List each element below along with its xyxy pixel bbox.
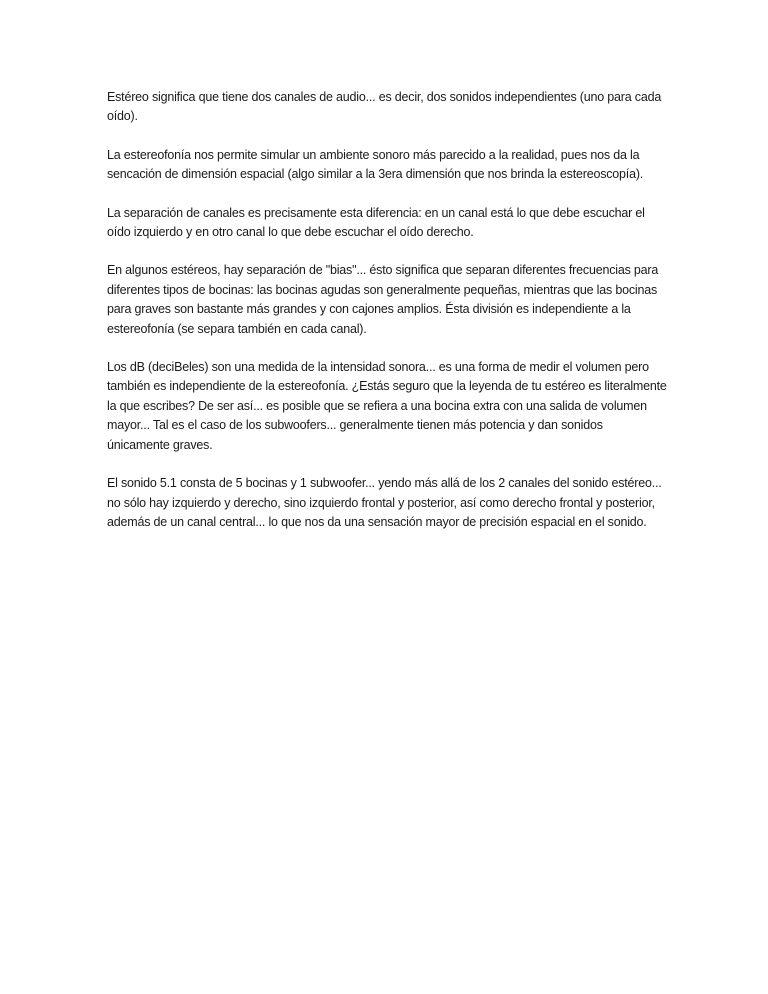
document-body: [107, 88, 667, 551]
paragraph-channel-separation: La separación de canales es precisamente esta diferencia: en un canal está lo que debe escuchar el oído izquierdo y en otro canal lo que debe escuchar el oído derecho.: [107, 205, 645, 240]
paragraph-stereo-definition: Estéreo significa que tiene dos canales de audio... es decir, dos sonidos independientes (uno para cada oído).: [107, 90, 662, 124]
paragraph-surround-5-1: El sonido 5.1 consta de 5 bocinas y 1 subwoofer... yendo más allá de los 2 canales del sonido estéreo... no sólo hay izquierdo y derecho, sino izquierdo frontal y posterior, así como derecho frontal y posterior, además de un canal central... lo que nos da una sensación mayor de precisión espacial en el sonido.: [107, 476, 662, 529]
paragraph-decibels: Los dB (deciBeles) son una medida de la intensidad sonora... es una forma de medir el volumen pero también es independiente de la estereofonía. ¿Estás seguro que la leyenda de tu estéreo es literalmente la que escribes? De ser así... es posible que se refiera a una bocina extra con una salida de volumen mayor... Tal es el caso de los subwoofers... generalmente tienen más potencia y dan sonidos únicamente graves.: [107, 360, 667, 452]
paragraph-bias-separation: En algunos estéreos, hay separación de "bias"... ésto significa que separan diferentes frecuencias para diferentes tipos de bocinas: las bocinas agudas son generalmente pequeñas, mientras que las bocinas para graves son bastante más grandes y con cajones amplios. Ésta división es independiente a la estereofonía (se separa también en cada canal).: [107, 263, 659, 336]
paragraph-stereophony: La estereofonía nos permite simular un ambiente sonoro más parecido a la realidad, pues nos da la sencación de dimensión espacial (algo similar a la 3era dimensión que nos brinda la estereoscopía).: [107, 147, 644, 182]
